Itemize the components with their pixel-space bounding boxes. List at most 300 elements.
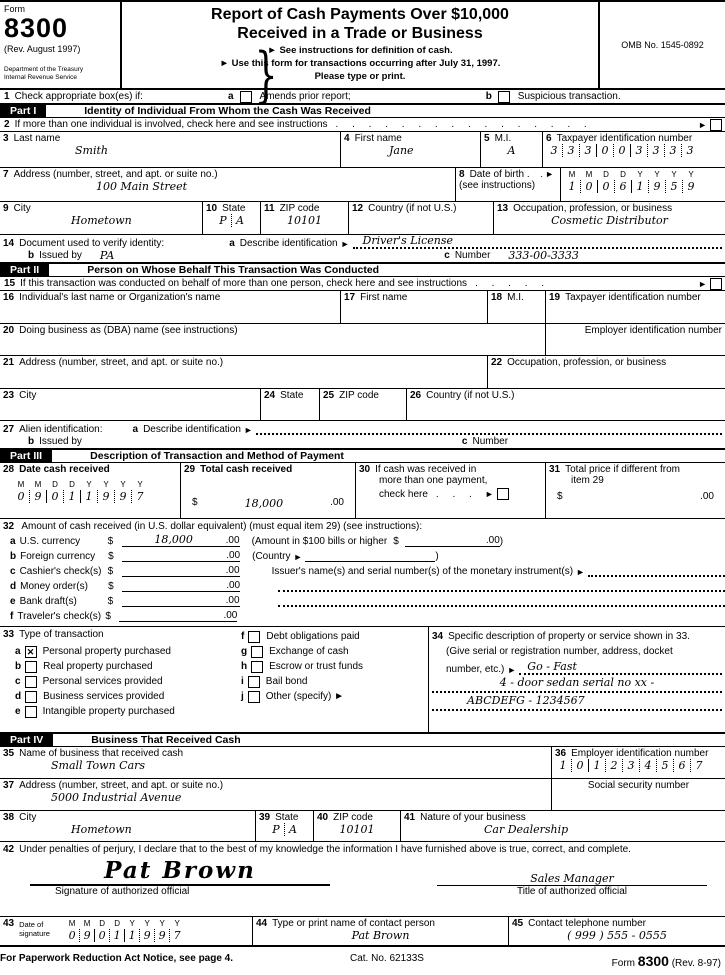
cents-label: .00 bbox=[226, 580, 241, 591]
checkbox-business-services[interactable] bbox=[25, 691, 37, 703]
line-41-number: 41 bbox=[404, 812, 416, 823]
address-2-label: Address (number, street, and apt. or suite no.) bbox=[19, 357, 224, 368]
irs-name: Internal Revenue Service bbox=[4, 74, 77, 82]
line-45-number: 45 bbox=[512, 918, 524, 929]
line-16-number: 16 bbox=[3, 292, 15, 303]
field-first-name-2 bbox=[340, 291, 487, 323]
id-number-label: Number bbox=[454, 250, 491, 261]
state-digit-boxes: P A bbox=[215, 214, 248, 227]
letter-33b: b bbox=[15, 661, 22, 672]
line-19-number: 19 bbox=[549, 292, 561, 303]
line-15-label: If this transaction was conducted on behalf of more than one person, check here and see instructions bbox=[20, 278, 468, 289]
date-digit-headers: M M D D Y Y Y Y bbox=[17, 480, 143, 489]
business-address-label: Address (number, street, and apt. or suite no.) bbox=[19, 780, 224, 791]
line-43-number: 43 bbox=[3, 918, 15, 929]
line-44-number: 44 bbox=[256, 918, 268, 929]
line-36-number: 36 bbox=[555, 748, 567, 759]
business-ein-digit-boxes: 1 0 1 2 3 4 5 6 7 bbox=[555, 759, 707, 772]
checkbox-personal-services[interactable] bbox=[25, 676, 37, 688]
business-city-value: Hometown bbox=[71, 823, 132, 836]
us-currency-amount-line bbox=[122, 533, 240, 547]
dollar-sign: $ bbox=[107, 596, 114, 607]
total-cash-value: 18,000 bbox=[244, 497, 284, 510]
address-value: 100 Main Street bbox=[96, 180, 188, 193]
describe-id-value: Driver's License bbox=[362, 234, 453, 247]
travelers-check-amount-line bbox=[119, 610, 237, 622]
line-2 bbox=[0, 118, 725, 132]
row-38-41 bbox=[0, 811, 725, 842]
field-type-of-transaction bbox=[0, 627, 428, 732]
nature-of-business-label: Nature of your business bbox=[420, 812, 526, 823]
part1-header bbox=[0, 104, 725, 118]
business-address-value: 5000 Industrial Avenue bbox=[51, 791, 182, 804]
field-org-last-name bbox=[0, 291, 340, 323]
row-3-6 bbox=[0, 132, 725, 168]
line-31-number: 31 bbox=[549, 464, 561, 475]
row-32a bbox=[10, 532, 725, 547]
line-33-number: 33 bbox=[3, 629, 15, 640]
us-currency-label: U.S. currency bbox=[19, 536, 81, 547]
other-specify-label: Other (specify) ► bbox=[265, 691, 345, 702]
travelers-check-label: Traveler's check(s) bbox=[17, 611, 102, 622]
personal-property-label: Personal property purchased bbox=[42, 646, 171, 657]
dba-name-label: Doing business as (DBA) name (see instructions) bbox=[19, 325, 238, 336]
line-34-number: 34 bbox=[432, 631, 444, 642]
dollar-sign: $ bbox=[107, 536, 114, 547]
mi-value: A bbox=[507, 144, 516, 157]
cents-label: .00 bbox=[225, 595, 240, 606]
form-header bbox=[0, 2, 725, 90]
description-value-3: ABCDEFG - 1234567 bbox=[432, 693, 722, 711]
field-occupation bbox=[493, 202, 725, 234]
dollar-sign: $ bbox=[557, 491, 563, 502]
agency-block bbox=[4, 66, 116, 82]
business-state-digit-boxes: P A bbox=[268, 823, 301, 836]
multiple-payments-label-1: If cash was received in bbox=[375, 464, 477, 475]
cents-label: .00 bbox=[225, 535, 240, 546]
line-12-number: 12 bbox=[352, 203, 364, 214]
city-2-label: City bbox=[19, 390, 37, 401]
line-2-number: 2 bbox=[4, 119, 10, 130]
label-suspicious-transaction: Suspicious transaction. bbox=[517, 91, 621, 102]
part4-title: Business That Received Cash bbox=[91, 734, 241, 746]
description-label-2: (Give serial or registration number, address, docket bbox=[446, 646, 673, 657]
row-20 bbox=[0, 324, 725, 356]
line-17-number: 17 bbox=[344, 292, 356, 303]
line-13-number: 13 bbox=[497, 203, 509, 214]
row-35-36 bbox=[0, 747, 725, 779]
org-last-name-label: Individual's last name or Organization's name bbox=[19, 292, 221, 303]
row-28-31 bbox=[0, 463, 725, 519]
contact-phone-value: ( 999 ) 555 - 0555 bbox=[567, 929, 667, 942]
checkbox-suspicious-transaction[interactable] bbox=[498, 91, 510, 103]
dollar-sign: $ bbox=[108, 581, 114, 592]
describe-id-label: Describe identification bbox=[239, 238, 338, 249]
field-business-state bbox=[255, 811, 313, 841]
contact-phone-label: Contact telephone number bbox=[528, 918, 646, 929]
part3-tag: Part III bbox=[0, 450, 52, 462]
business-services-label: Business services provided bbox=[43, 691, 165, 702]
letter-14b: b bbox=[28, 250, 35, 261]
signature-value[interactable]: Pat Brown bbox=[104, 857, 256, 884]
line-22-number: 22 bbox=[491, 357, 503, 368]
label-amends-prior-report: Amends prior report; bbox=[259, 91, 351, 102]
business-city-label: City bbox=[19, 812, 37, 823]
row-32c bbox=[10, 562, 725, 577]
bank-draft-amount-line bbox=[122, 595, 240, 607]
cents-label: .00 bbox=[330, 497, 344, 508]
dob-digit-boxes: 1 0 0 6 1 9 5 9 bbox=[564, 180, 699, 193]
line-42-number: 42 bbox=[3, 844, 15, 855]
mi-2-label: M.I. bbox=[507, 292, 524, 303]
letter-33j: j bbox=[241, 691, 244, 702]
alien-id-label: Alien identification: bbox=[19, 424, 103, 435]
issuer-note: Issuer's name(s) and serial number(s) of the monetary instrument(s) bbox=[271, 566, 574, 577]
form-footer bbox=[0, 947, 725, 969]
country-label: Country (if not U.S.) bbox=[368, 203, 457, 214]
line-24-number: 24 bbox=[264, 390, 276, 401]
letter-33d: d bbox=[15, 691, 22, 702]
multiple-payments-label-2: more than one payment, bbox=[379, 475, 488, 486]
signature-block bbox=[30, 857, 330, 897]
intangible-property-label: Intangible property purchased bbox=[42, 706, 175, 717]
row-42 bbox=[0, 842, 725, 917]
ein-blank-label: Employer identification number bbox=[584, 325, 722, 336]
transaction-option-h bbox=[241, 659, 425, 674]
escrow-trust-label: Escrow or trust funds bbox=[269, 661, 364, 672]
field-date-of-signature bbox=[0, 917, 252, 945]
business-state-label: State bbox=[275, 812, 299, 823]
dollar-sign: $ bbox=[393, 536, 399, 547]
contact-person-value: Pat Brown bbox=[351, 929, 410, 942]
last-name-value: Smith bbox=[75, 144, 108, 157]
dot-leader: . . . . . . . . . . . . . . . . bbox=[335, 119, 589, 130]
cents-label: .00 bbox=[485, 535, 500, 546]
letter-27c: c bbox=[461, 436, 468, 447]
dob-label: Date of birth . bbox=[469, 169, 530, 180]
cashiers-check-label: Cashier's check(s) bbox=[19, 566, 102, 577]
letter-32a: a bbox=[10, 536, 16, 547]
row-21-22 bbox=[0, 356, 725, 389]
row-32f bbox=[10, 607, 725, 622]
arrowhead-icon: ► bbox=[484, 489, 494, 499]
mi-label: M.I. bbox=[494, 133, 512, 144]
money-order-amount-line bbox=[122, 580, 240, 592]
checkbox-escrow-trust[interactable] bbox=[251, 661, 263, 673]
date-cash-received-label: Date cash received bbox=[19, 464, 110, 475]
form-word: Form bbox=[4, 4, 25, 14]
arrowhead-icon: ► bbox=[340, 239, 350, 249]
line-21-number: 21 bbox=[3, 357, 15, 368]
line-9-number: 9 bbox=[3, 203, 9, 214]
description-label-1: Specific description of property or service shown in 33. bbox=[448, 631, 690, 642]
country-2-label: Country (if not U.S.) bbox=[426, 390, 515, 401]
cents-label: .00 bbox=[223, 610, 238, 621]
line-8-number: 8 bbox=[459, 169, 465, 180]
letter-33c: c bbox=[15, 676, 21, 687]
part3-header bbox=[0, 449, 725, 463]
exchange-of-cash-label: Exchange of cash bbox=[269, 646, 349, 657]
arrowhead-icon: ► bbox=[293, 552, 303, 562]
line-5-number: 5 bbox=[484, 133, 490, 144]
line-1-number: 1 bbox=[4, 91, 10, 102]
checkbox-debt-obligations[interactable] bbox=[248, 631, 260, 643]
field-first-name bbox=[340, 132, 480, 167]
checkbox-multiple-payments[interactable] bbox=[497, 488, 509, 500]
transaction-option-d bbox=[15, 689, 241, 704]
row-23-26 bbox=[0, 389, 725, 421]
foreign-currency-amount-line bbox=[122, 550, 240, 562]
business-zip-value: 10101 bbox=[339, 823, 375, 836]
letter-1b: b bbox=[485, 91, 492, 102]
cents-label: .00 bbox=[226, 550, 241, 561]
transaction-option-b bbox=[15, 659, 241, 674]
line-15 bbox=[0, 277, 725, 291]
tin-label: Taxpayer identification number bbox=[556, 133, 693, 144]
line-15-number: 15 bbox=[4, 278, 16, 289]
instruction-line3: Please type or print. bbox=[314, 71, 406, 82]
line-35-number: 35 bbox=[3, 748, 15, 759]
field-zip bbox=[260, 202, 348, 234]
line-1 bbox=[0, 90, 725, 104]
row-43-45 bbox=[0, 917, 725, 947]
letter-14c: c bbox=[444, 250, 450, 261]
checkbox-intangible-property[interactable] bbox=[25, 706, 37, 718]
closing-paren: ) bbox=[499, 536, 504, 547]
state-2-label: State bbox=[280, 390, 304, 401]
field-last-name bbox=[0, 132, 340, 167]
letter-32b: b bbox=[10, 551, 17, 562]
form-number: 8300 bbox=[4, 13, 69, 43]
alien-describe-id-label: Describe identification bbox=[143, 424, 241, 435]
dept-treasury: Department of the Treasury bbox=[4, 66, 84, 73]
checkbox-real-property[interactable] bbox=[25, 661, 37, 673]
letter-27a: a bbox=[132, 424, 139, 435]
field-city bbox=[0, 202, 202, 234]
arrowhead-icon: ► bbox=[698, 278, 707, 289]
line-37-number: 37 bbox=[3, 780, 15, 791]
form-title-line1: Report of Cash Payments Over $10,000 bbox=[211, 6, 509, 23]
part4-header bbox=[0, 733, 725, 747]
footer-form-rev: (Rev. 8-97) bbox=[671, 958, 721, 969]
line-39-number: 39 bbox=[259, 812, 271, 823]
description-value-2: 4 - door sedan serial no xx - bbox=[432, 675, 722, 693]
paperwork-notice: For Paperwork Reduction Act Notice, see page 4. bbox=[0, 953, 234, 964]
total-price-label-1: Total price if different from bbox=[565, 464, 680, 475]
tin-2-label: Taxpayer identification number bbox=[565, 292, 701, 303]
first-name-2-label: First name bbox=[360, 292, 408, 303]
brace-glyph: } bbox=[254, 40, 278, 110]
part2-header bbox=[0, 263, 725, 277]
row-32d bbox=[10, 577, 725, 592]
id-number-value: 333-00-3333 bbox=[508, 249, 579, 262]
footer-form-word: Form bbox=[611, 958, 635, 969]
occupation-2-label: Occupation, profession, or business bbox=[507, 357, 667, 368]
date-of-signature-label: Date of signature bbox=[19, 920, 50, 938]
form-revision: (Rev. August 1997) bbox=[4, 44, 81, 54]
cents-label: .00 bbox=[225, 565, 240, 576]
line-40-number: 40 bbox=[317, 812, 329, 823]
field-nature-of-business bbox=[400, 811, 725, 841]
business-zip-label: ZIP code bbox=[333, 812, 373, 823]
tin-digit-boxes: 3 3 3 0 0 3 3 3 3 bbox=[546, 144, 698, 157]
field-dob-label bbox=[455, 168, 560, 201]
dollar-sign: $ bbox=[192, 497, 198, 508]
line-11-number: 11 bbox=[264, 203, 275, 214]
line-1-label: Check appropriate box(es) if: bbox=[14, 91, 143, 102]
city-label: City bbox=[13, 203, 31, 214]
line-6-number: 6 bbox=[546, 133, 552, 144]
description-value-1: Go - Fast bbox=[527, 660, 577, 673]
first-name-value: Jane bbox=[389, 144, 414, 157]
checkbox-personal-property[interactable]: ✕ bbox=[25, 646, 37, 658]
row-32b bbox=[10, 547, 725, 562]
transaction-option-j bbox=[241, 689, 425, 704]
alien-issued-by-label: Issued by bbox=[39, 436, 82, 447]
dob-sublabel: (see instructions) bbox=[459, 180, 536, 191]
field-total-cash-received bbox=[180, 463, 355, 518]
field-mi-2 bbox=[487, 291, 545, 323]
field-country bbox=[348, 202, 493, 234]
alien-number-label: Number bbox=[472, 436, 509, 447]
line-29-number: 29 bbox=[184, 464, 196, 475]
dot-leader: . . . bbox=[435, 488, 474, 500]
title-label: Title of authorized official bbox=[516, 886, 628, 897]
zip-value: 10101 bbox=[287, 214, 322, 227]
arrowhead-icon: ► bbox=[576, 567, 585, 577]
occupation-value: Cosmetic Distributor bbox=[551, 214, 668, 227]
field-state-2 bbox=[260, 389, 319, 420]
letter-14a: a bbox=[229, 238, 235, 249]
dollar-sign: $ bbox=[107, 566, 114, 577]
field-tin-2 bbox=[545, 291, 725, 323]
line-18-number: 18 bbox=[491, 292, 503, 303]
type-of-transaction-label: Type of transaction bbox=[19, 629, 104, 640]
transaction-option-f bbox=[241, 629, 425, 644]
state-label: State bbox=[222, 203, 246, 214]
form-id-block bbox=[0, 2, 122, 88]
row-32e bbox=[10, 592, 725, 607]
money-order-label: Money order(s) bbox=[20, 581, 88, 592]
field-dob-digits bbox=[560, 168, 725, 201]
signature-label: Signature of authorized official bbox=[55, 886, 190, 897]
form-title-block bbox=[122, 2, 600, 88]
field-zip-2 bbox=[319, 389, 406, 420]
letter-32e: e bbox=[10, 596, 16, 607]
row-37 bbox=[0, 779, 725, 811]
field-total-price bbox=[545, 463, 725, 518]
letter-33g: g bbox=[241, 646, 248, 657]
last-name-label: Last name bbox=[13, 133, 61, 144]
letter-33i: i bbox=[241, 676, 244, 687]
occupation-label: Occupation, profession, or business bbox=[513, 203, 673, 214]
city-value: Hometown bbox=[71, 214, 132, 227]
line-20-number: 20 bbox=[3, 325, 15, 336]
field-ssn-blank bbox=[551, 779, 725, 810]
row-16-19 bbox=[0, 291, 725, 324]
field-tin bbox=[542, 132, 725, 167]
footer-form-ref bbox=[612, 953, 721, 969]
first-name-label: First name bbox=[354, 133, 402, 144]
country-note: (Country bbox=[252, 551, 291, 562]
transaction-option-e bbox=[15, 704, 241, 719]
checkbox-behalf-multiple-persons[interactable] bbox=[710, 278, 722, 290]
dot-leader: . . . . . bbox=[475, 278, 547, 289]
checkbox-exchange-of-cash[interactable] bbox=[251, 646, 263, 658]
checkbox-other[interactable] bbox=[248, 691, 260, 703]
nature-of-business-value: Car Dealership bbox=[484, 823, 569, 836]
row-33-34 bbox=[0, 627, 725, 733]
description-label-3: number, etc.) bbox=[446, 664, 505, 675]
letter-1a: a bbox=[227, 91, 234, 102]
row-14 bbox=[0, 235, 725, 263]
checkbox-bail-bond[interactable] bbox=[248, 676, 260, 688]
real-property-label: Real property purchased bbox=[43, 661, 153, 672]
debt-obligations-label: Debt obligations paid bbox=[266, 631, 360, 642]
issued-by-value: PA bbox=[99, 249, 115, 262]
address-label: Address (number, street, and apt. or suite no.) bbox=[13, 169, 218, 180]
instruction-line1: ► See instructions for definition of cash. bbox=[267, 45, 453, 56]
cents-label: .00 bbox=[700, 491, 714, 502]
field-address-2 bbox=[0, 356, 487, 388]
field-mi bbox=[480, 132, 542, 167]
line-23-number: 23 bbox=[3, 390, 15, 401]
signature-date-digit-boxes: 0 9 0 1 1 9 9 7 bbox=[65, 929, 184, 942]
letter-33a: a bbox=[15, 646, 21, 657]
verify-identity-label: Document used to verify identity: bbox=[19, 238, 165, 249]
business-name-value: Small Town Cars bbox=[51, 759, 146, 772]
line-7-number: 7 bbox=[3, 169, 9, 180]
cashiers-check-amount-line bbox=[122, 565, 240, 577]
line-2-label: If more than one individual is involved, check here and see instructions bbox=[14, 119, 328, 130]
part1-title: Identity of Individual From Whom the Cash Was Received bbox=[84, 105, 371, 117]
ssn-blank-label: Social security number bbox=[587, 780, 690, 791]
field-dba-name bbox=[0, 324, 545, 355]
letter-32f: f bbox=[10, 611, 14, 622]
line-26-number: 26 bbox=[410, 390, 422, 401]
closing-paren: ) bbox=[435, 551, 439, 562]
letter-33f: f bbox=[241, 631, 245, 642]
perjury-statement: Under penalties of perjury, I declare that to the best of my knowledge the information I have furnished above is true, correct, and complete. bbox=[19, 844, 631, 855]
line-30-number: 30 bbox=[359, 464, 371, 475]
checkbox-multiple-individuals[interactable] bbox=[710, 119, 722, 131]
part3-title: Description of Transaction and Method of Payment bbox=[90, 450, 344, 462]
amount-of-cash-label: Amount of cash received (in U.S. dollar equivalent) (must equal item 29) (see instructions): bbox=[21, 521, 423, 532]
arrowhead-icon: ► bbox=[698, 119, 707, 130]
line-38-number: 38 bbox=[3, 812, 15, 823]
us-currency-value: 18,000 bbox=[154, 533, 193, 546]
arrowhead-icon: ► bbox=[243, 425, 253, 435]
field-state bbox=[202, 202, 260, 234]
dob-digit-headers: M M D D Y Y Y Y bbox=[568, 170, 694, 179]
field-business-ein bbox=[551, 747, 725, 778]
letter-32d: d bbox=[10, 581, 17, 592]
line-10-number: 10 bbox=[206, 203, 218, 214]
signature-date-headers: M M D D Y Y Y Y bbox=[68, 919, 180, 928]
checkbox-amends-prior-report[interactable] bbox=[240, 91, 252, 103]
line-27-number: 27 bbox=[3, 424, 15, 435]
line-32-number: 32 bbox=[3, 521, 15, 532]
field-address bbox=[0, 168, 455, 201]
line-3-number: 3 bbox=[3, 133, 9, 144]
field-business-address bbox=[0, 779, 551, 810]
letter-33e: e bbox=[15, 706, 21, 717]
part1-tag: Part I bbox=[0, 105, 46, 117]
transaction-option-g bbox=[241, 644, 425, 659]
hundred-bills-note: (Amount in $100 bills or higher bbox=[251, 536, 388, 547]
form-title-line2: Received in a Trade or Business bbox=[237, 25, 483, 42]
dollar-sign: $ bbox=[105, 611, 111, 622]
